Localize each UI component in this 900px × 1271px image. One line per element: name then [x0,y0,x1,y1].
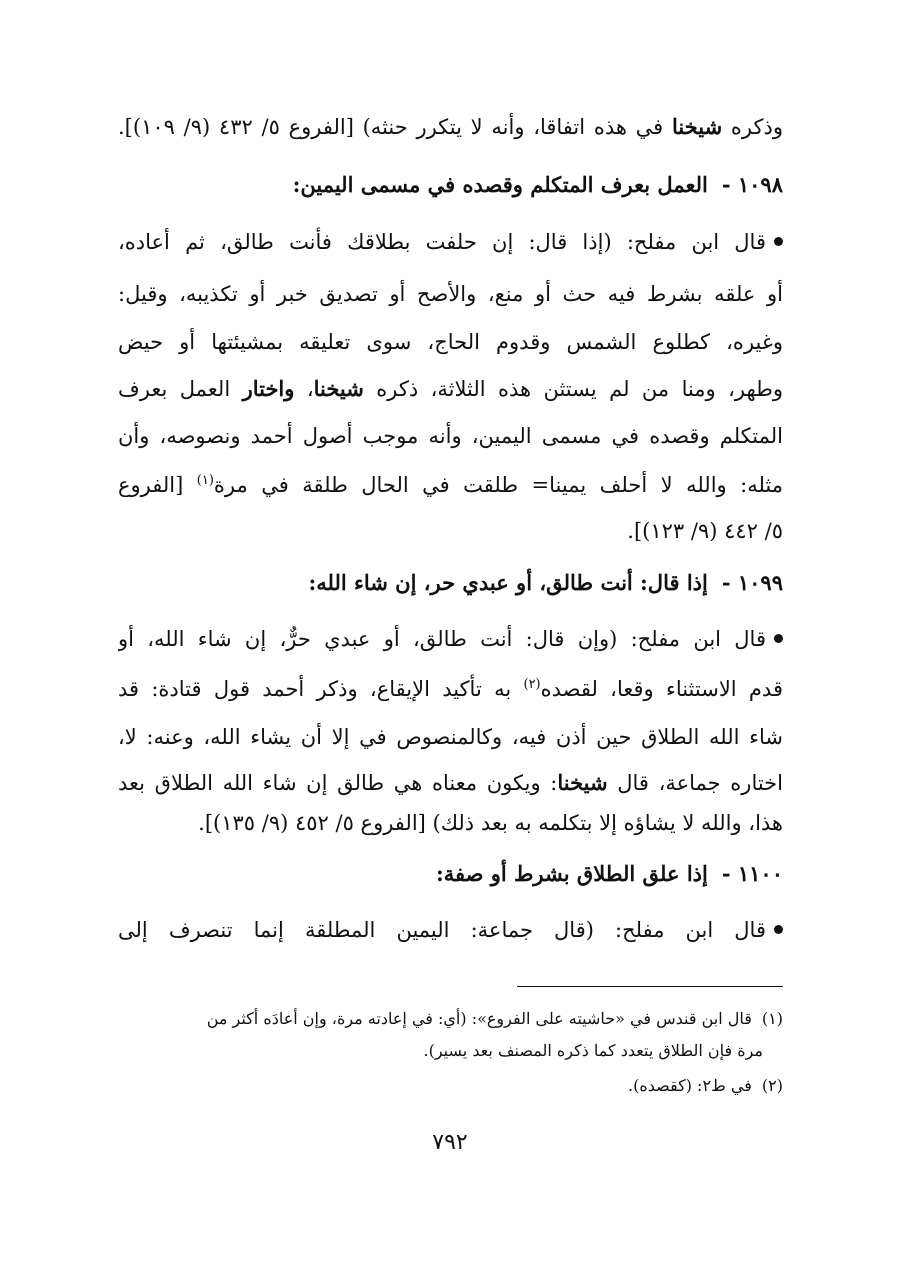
footnote-divider [517,986,783,987]
section-heading-1099 [309,568,784,598]
paragraph-line [118,470,783,500]
paragraph-line [118,674,783,704]
section-number: ١١٠٠ - [721,861,783,886]
paragraph-line [118,112,783,142]
paragraph-line [118,915,783,945]
text-run: العمل بعرف [118,377,243,401]
text-run: [الفروع [118,473,197,497]
page-number: ٧٩٢ [432,1130,468,1155]
text-run: وطهر، ومنا من لم يستثن هذه الثلاثة، ذكره [363,377,783,401]
footnote-text: في ط٢: (كقصده). [628,1076,752,1095]
bold-term: شيخنا [557,770,608,795]
paragraph-line [118,624,783,654]
paragraph-line: شاء الله الطلاق حين أذن فيه، وكالمنصوص في إلا أن يشاء الله، وعنه: لا، [118,725,783,749]
footnote-marker: (١) [761,1009,783,1028]
section-heading-1100 [436,859,783,889]
bullet-icon [774,237,783,246]
paragraph-line: المتكلم وقصده في مسمى اليمين، وأنه موجب أصول أحمد ونصوصه، وأن [118,424,783,448]
bullet-icon [774,634,783,643]
text-run: قال ابن مفلح: (وإن قال: أنت طالق، أو عبدي حرٌّ، إن شاء الله، أو [118,627,766,651]
bold-term: شيخنا [671,114,723,139]
footnote-text: قال ابن قندس في «حاشيته على الفروع»: (أي: في إعادته مرة، وإن أعادَه أكثر من [206,1009,752,1028]
text-run: في هذه اتفاقا، وأنه لا يتكرر حنثه) [الفروع ٥/ ٤٣٢ (٩/ ١٠٩)]. [118,115,672,139]
section-number: ١٠٩٩ - [721,570,783,595]
paragraph-line: هذا، والله لا يشاؤه إلا بتكلمه به بعد ذلك) [الفروع ٥/ ٤٥٢ (٩/ ١٣٥)]. [198,811,783,835]
bullet-icon [774,925,783,934]
text-run: به تأكيد الإيقاع، وذكر أحمد قول قتادة: قد [118,677,524,701]
paragraph-line: وغيره، كطلوع الشمس وقدوم الحاج، سوى تعليقه بمشيئتها أو حيض [118,330,783,354]
section-title: إذا علق الطلاق بشرط أو صفة: [435,861,708,886]
text-run: مثله: والله لا أحلف يمينا= طلقت في الحال طلقة في مرة [213,473,783,497]
paragraph-line: ٥/ ٤٤٢ (٩/ ١٢٣)]. [627,519,783,543]
footnote-marker: (٢) [761,1076,783,1095]
section-heading-1098 [293,170,783,200]
footnote-2 [118,1073,783,1099]
section-title: العمل بعرف المتكلم وقصده في مسمى اليمين: [292,172,708,197]
text-run: قال ابن مفلح: (قال جماعة: اليمين المطلقة إنما تنصرف إلى [118,918,766,942]
text-run: : ويكون معناه هي طالق إن شاء الله الطلاق بعد [118,771,558,795]
bold-term: شيخنا [313,376,364,401]
footnote-1-continuation: مرة فإن الطلاق يتعدد كما ذكره المصنف بعد يسير). [423,1041,763,1060]
paragraph-line [118,374,783,404]
section-title: إذا قال: أنت طالق، أو عبدي حر، إن شاء الله: [308,570,708,595]
text-run: اختاره جماعة، قال [607,771,783,795]
footnote-1 [118,1006,783,1032]
text-run: وذكره [722,115,783,139]
paragraph-line [118,227,783,257]
text-run: قال ابن مفلح: (إذا قال: إن حلفت بطلاقك فأنت طالق، ثم أعاده، [118,230,766,254]
paragraph-line: أو علقه بشرط فيه حث أو منع، والأصح أو تصديق خبر أو تكذيبه، وقيل: [118,282,783,306]
text-run: قدم الاستثناء وقعا، لقصده [540,677,783,701]
paragraph-line [118,768,783,798]
bold-term: واختار [242,376,295,401]
footnote-ref[interactable]: (١) [196,473,214,488]
text-run: ، [294,377,314,401]
footnote-ref[interactable]: (٢) [523,677,541,692]
section-number: ١٠٩٨ - [721,172,783,197]
